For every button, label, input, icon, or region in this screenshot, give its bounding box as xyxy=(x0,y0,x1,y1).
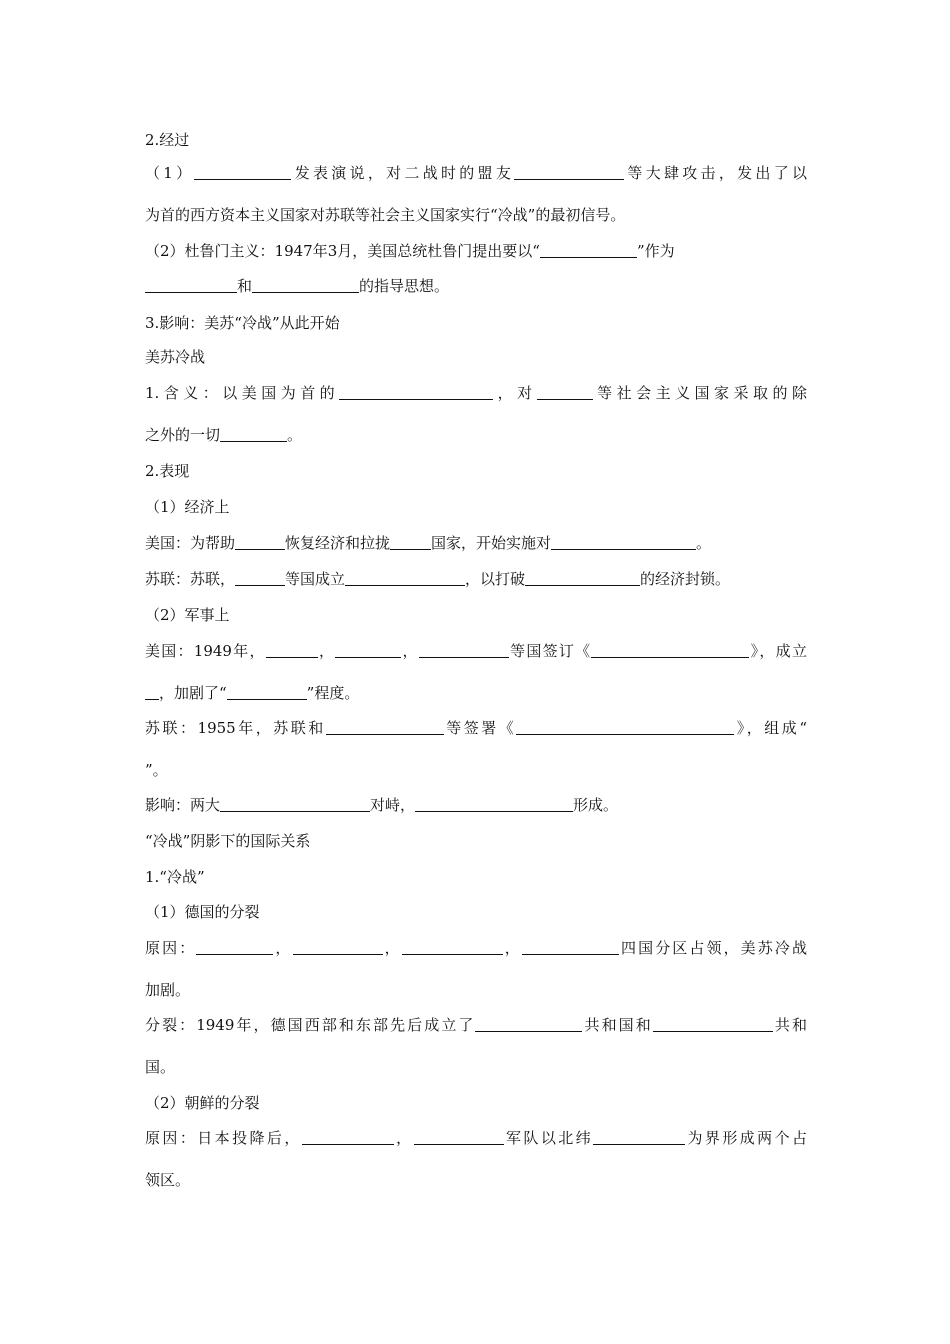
text-line: （1） 发表演说，对二战时的盟友 等大肆攻击，发出了以 xyxy=(145,164,807,182)
fill-blank[interactable] xyxy=(252,276,359,293)
section-process-heading: 2.经过 xyxy=(145,131,190,149)
text-line: 原因：日本投降后， ， 军队以北纬 为界形成两个占 xyxy=(145,1129,807,1147)
fill-blank[interactable] xyxy=(345,569,465,586)
fill-blank[interactable] xyxy=(293,938,383,955)
section-manifest-heading: 2.表现 xyxy=(145,462,190,480)
text-line: ”。 xyxy=(145,761,168,779)
fill-blank[interactable] xyxy=(266,641,318,658)
text-line: 分裂：1949年，德国西部和东部先后成立了 共和国和 共和 xyxy=(145,1016,807,1034)
fill-blank[interactable] xyxy=(415,795,573,812)
fill-blank[interactable] xyxy=(514,163,624,180)
text-line: 影响：两大 对峙， 形成。 xyxy=(145,796,619,814)
fill-blank[interactable] xyxy=(593,1128,685,1145)
fill-blank[interactable] xyxy=(220,425,287,442)
fill-blank[interactable] xyxy=(419,641,509,658)
fill-blank[interactable] xyxy=(522,938,619,955)
section-title-international: “冷战”阴影下的国际关系 xyxy=(145,832,311,850)
subsection-heading: （1）德国的分裂 xyxy=(145,903,260,921)
fill-blank[interactable] xyxy=(537,383,593,400)
fill-blank[interactable] xyxy=(414,1128,504,1145)
fill-blank[interactable] xyxy=(196,938,273,955)
text-line: 加剧。 xyxy=(145,981,191,999)
fill-blank[interactable] xyxy=(525,569,640,586)
text-line: 苏联：1955年，苏联和 等签署《 》，组成“ xyxy=(145,719,807,737)
fill-blank[interactable] xyxy=(235,569,285,586)
text-line: 美国：1949年， ， ， 等国签订《 》，成立 xyxy=(145,642,807,660)
text-line: 之外的一切 。 xyxy=(145,426,303,444)
subsection-heading: （1）经济上 xyxy=(145,498,230,516)
fill-blank[interactable] xyxy=(227,683,307,700)
fill-blank[interactable] xyxy=(326,718,444,735)
fill-blank[interactable] xyxy=(390,533,431,550)
fill-blank[interactable] xyxy=(145,276,237,293)
section-heading: 1.“冷战” xyxy=(145,868,205,886)
text-line: 美国：为帮助 恢复经济和拉拢 国家，开始实施对 。 xyxy=(145,534,712,552)
fill-blank[interactable] xyxy=(335,641,401,658)
text-line: 1.含义：以美国为首的 ，对 等社会主义国家采取的除 xyxy=(145,384,807,402)
fill-blank[interactable] xyxy=(145,683,159,700)
fill-blank[interactable] xyxy=(591,641,749,658)
text-line: 和 的指导思想。 xyxy=(145,276,807,296)
section-impact-heading: 3.影响：美苏“冷战”从此开始 xyxy=(145,314,340,332)
text-line: 领区。 xyxy=(145,1171,191,1189)
fill-blank[interactable] xyxy=(653,1015,773,1032)
fill-blank[interactable] xyxy=(516,718,734,735)
subsection-heading: （2）军事上 xyxy=(145,606,230,624)
section-title-cold-war: 美苏冷战 xyxy=(145,348,206,366)
fill-blank[interactable] xyxy=(540,241,637,258)
text-line: 为首的西方资本主义国家对苏联等社会主义国家实行“冷战”的最初信号。 xyxy=(145,206,626,224)
text-line: （2）杜鲁门主义：1947年3月，美国总统杜鲁门提出要以“ ”作为 xyxy=(145,242,675,260)
fill-blank[interactable] xyxy=(551,533,696,550)
fill-blank[interactable] xyxy=(475,1015,582,1032)
text-line: 原因： ， ， ， 四国分区占领，美苏冷战 xyxy=(145,939,807,957)
text-line: 苏联：苏联， 等国成立 ，以打破 的经济封锁。 xyxy=(145,570,731,588)
subsection-heading: （2）朝鲜的分裂 xyxy=(145,1094,260,1112)
fill-blank[interactable] xyxy=(402,938,503,955)
fill-blank[interactable] xyxy=(235,533,285,550)
text-line: 国。 xyxy=(145,1058,176,1076)
fill-blank[interactable] xyxy=(194,163,291,180)
fill-blank[interactable] xyxy=(339,383,493,400)
text-line: ，加剧了“ ”程度。 xyxy=(145,683,807,703)
fill-blank[interactable] xyxy=(302,1128,394,1145)
fill-blank[interactable] xyxy=(220,795,370,812)
